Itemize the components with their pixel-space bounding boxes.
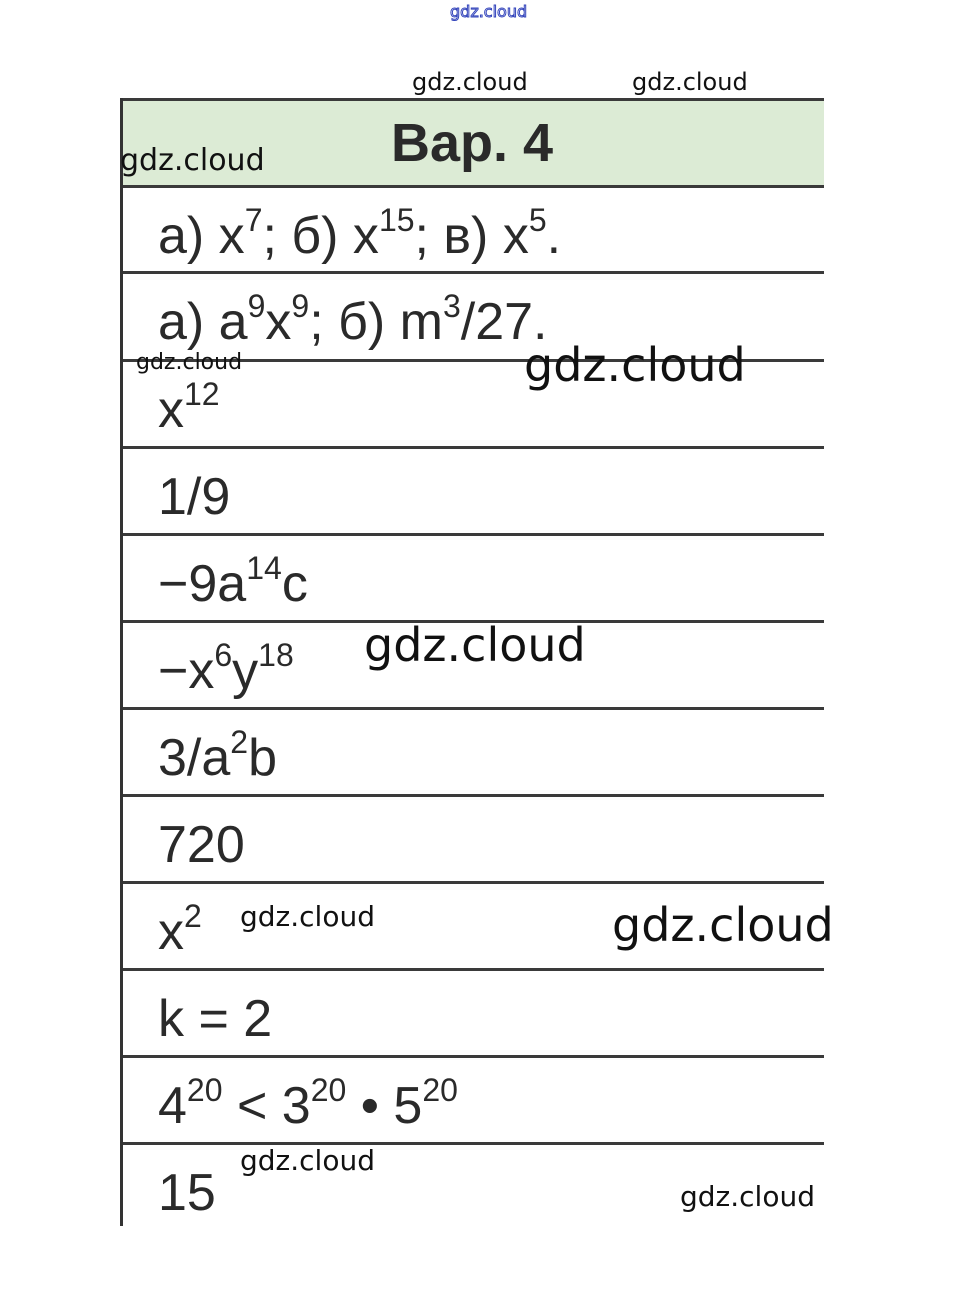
answer-row-2: а) $a^9x^9$; б) $m^3/27$.	[158, 288, 548, 351]
answer-row-11: $4^{20} < 3^{20}$ • $5^{20}$	[158, 1072, 458, 1135]
variant-title: Вар. 4	[391, 113, 554, 173]
row-divider	[123, 98, 824, 101]
answer-row-8: 720	[158, 816, 245, 874]
watermark: gdz.cloud	[612, 898, 834, 952]
answer-row-1: а) $x^7$; б) $x^{15}$; в) $x^5$.	[158, 202, 562, 265]
row-divider	[123, 271, 824, 274]
watermark: gdz.cloud	[680, 1180, 815, 1213]
answer-row-4: 1/9	[158, 468, 231, 526]
watermark-top: gdz.cloud	[450, 2, 528, 21]
row-divider	[123, 968, 824, 971]
row-divider	[123, 881, 824, 884]
answer-row-6: $-x^6y^{18}$	[158, 637, 294, 700]
watermark: gdz.cloud	[120, 143, 265, 178]
answer-row-9: $x^2$	[158, 898, 202, 961]
row-divider	[123, 533, 824, 536]
watermark: gdz.cloud	[632, 68, 748, 96]
watermark: gdz.cloud	[412, 68, 528, 96]
watermark: gdz.cloud	[364, 618, 586, 672]
watermark: gdz.cloud	[240, 900, 375, 933]
watermark: gdz.cloud	[240, 1144, 375, 1177]
answer-row-5: $-9a^{14}c$	[158, 550, 308, 613]
answer-row-12: 15	[158, 1164, 216, 1222]
watermark: gdz.cloud	[524, 338, 746, 392]
answer-row-7: $3/a^2b$	[158, 724, 278, 787]
row-divider	[123, 185, 824, 188]
row-divider	[123, 1142, 824, 1145]
watermark: gdz.cloud	[136, 350, 243, 375]
answer-row-3: $x^{12}$	[158, 376, 220, 439]
row-divider	[123, 707, 824, 710]
row-divider	[123, 1055, 824, 1058]
row-divider	[123, 446, 824, 449]
row-divider	[123, 794, 824, 797]
answer-row-10: k = 2	[158, 990, 273, 1048]
